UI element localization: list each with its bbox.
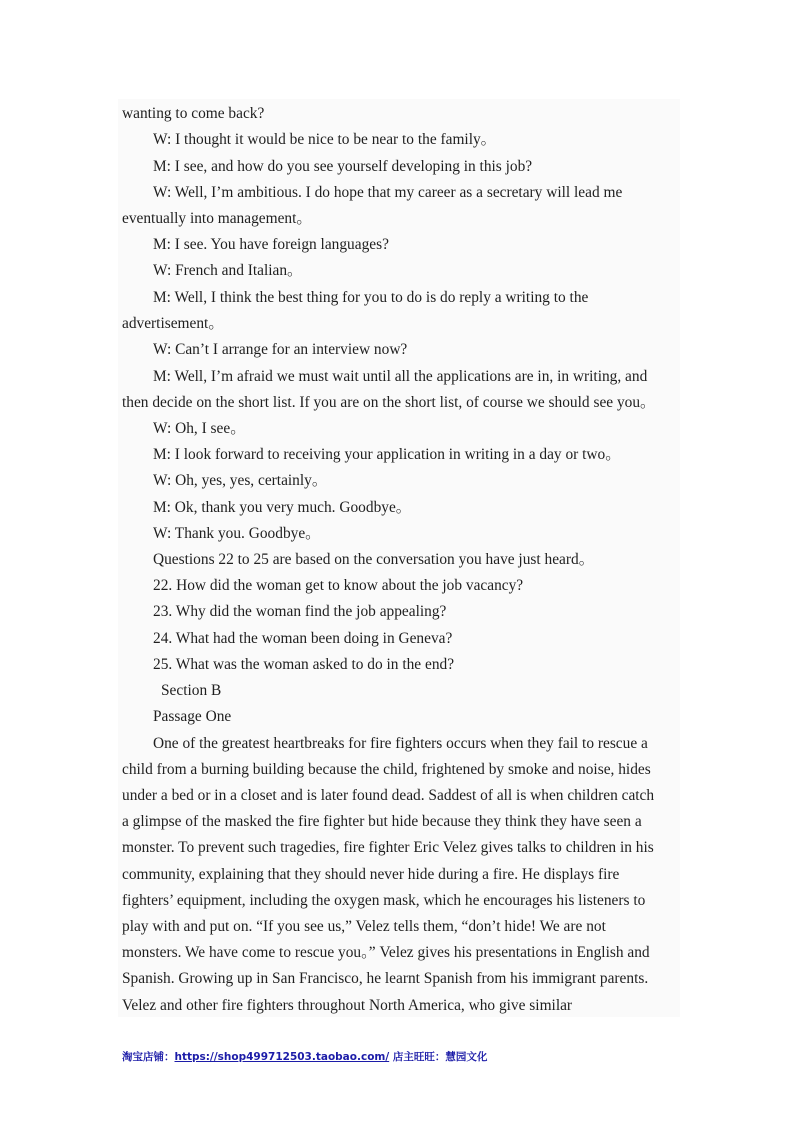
text-line: W: Oh, yes, yes, certainly。 bbox=[153, 472, 328, 489]
text-line: M: Ok, thank you very much. Goodbye。 bbox=[153, 499, 412, 516]
document-body bbox=[118, 99, 680, 1017]
text-line: Questions 22 to 25 are based on the conversation you have just heard。 bbox=[153, 551, 595, 568]
text-line: W: Can’t I arrange for an interview now? bbox=[153, 341, 408, 358]
text-line: community, explaining that they should never hide during a fire. He displays fire bbox=[122, 866, 620, 883]
text-line: Spanish. Growing up in San Francisco, he learnt Spanish from his immigrant parents. bbox=[122, 970, 649, 987]
footer-label: 淘宝店铺： bbox=[122, 1051, 175, 1063]
text-line: W: Thank you. Goodbye。 bbox=[153, 525, 321, 542]
text-line: W: French and Italian。 bbox=[153, 262, 303, 279]
text-line: Velez and other fire fighters throughout North America, who give similar bbox=[122, 997, 573, 1014]
shop-link[interactable]: https://shop499712503.taobao.com/ bbox=[174, 1051, 390, 1063]
text-line: then decide on the short list. If you are on the short list, of course we should see you。 bbox=[122, 394, 656, 411]
text-line: fighters’ equipment, including the oxygen mask, which he encourages his listeners to bbox=[122, 892, 646, 909]
text-line: M: Well, I’m afraid we must wait until all the applications are in, in writing, and bbox=[153, 368, 648, 385]
text-line: M: I see. You have foreign languages? bbox=[153, 236, 389, 253]
footer-owner: 店主旺旺：慧园文化 bbox=[389, 1051, 488, 1063]
text-line: play with and put on. “If you see us,” Velez tells them, “don’t hide! We are not bbox=[122, 918, 606, 935]
question-line: 24. What had the woman been doing in Geneva? bbox=[153, 630, 453, 647]
text-line: under a bed or in a closet and is later found dead. Saddest of all is when children catch bbox=[122, 787, 655, 804]
text-line: One of the greatest heartbreaks for fire fighters occurs when they fail to rescue a bbox=[153, 735, 648, 752]
text-line: W: Well, I’m ambitious. I do hope that my career as a secretary will lead me bbox=[153, 184, 623, 201]
text-line: M: Well, I think the best thing for you to do is do reply a writing to the bbox=[153, 289, 589, 306]
section-heading: Section B bbox=[161, 682, 222, 699]
text-line: advertisement。 bbox=[122, 315, 224, 332]
text-line: monster. To prevent such tragedies, fire fighter Eric Velez gives talks to children in his bbox=[122, 839, 654, 856]
passage-heading: Passage One bbox=[153, 708, 232, 725]
question-line: 25. What was the woman asked to do in the end? bbox=[153, 656, 455, 673]
text-line: M: I see, and how do you see yourself developing in this job? bbox=[153, 158, 533, 175]
text-line: W: I thought it would be nice to be near to the family。 bbox=[153, 131, 497, 148]
shop-footer bbox=[122, 1049, 487, 1064]
text-line: wanting to come back? bbox=[122, 105, 265, 122]
text-line: W: Oh, I see。 bbox=[153, 420, 246, 437]
text-line: eventually into management。 bbox=[122, 210, 312, 227]
question-line: 23. Why did the woman find the job appealing? bbox=[153, 603, 447, 620]
text-line: M: I look forward to receiving your application in writing in a day or two。 bbox=[153, 446, 621, 463]
text-line: child from a burning building because the child, frightened by smoke and noise, hides bbox=[122, 761, 651, 778]
question-line: 22. How did the woman get to know about the job vacancy? bbox=[153, 577, 524, 594]
text-line: a glimpse of the masked the fire fighter but hide because they think they have seen a bbox=[122, 813, 642, 830]
text-line: monsters. We have come to rescue you。” Velez gives his presentations in English and bbox=[122, 944, 650, 961]
